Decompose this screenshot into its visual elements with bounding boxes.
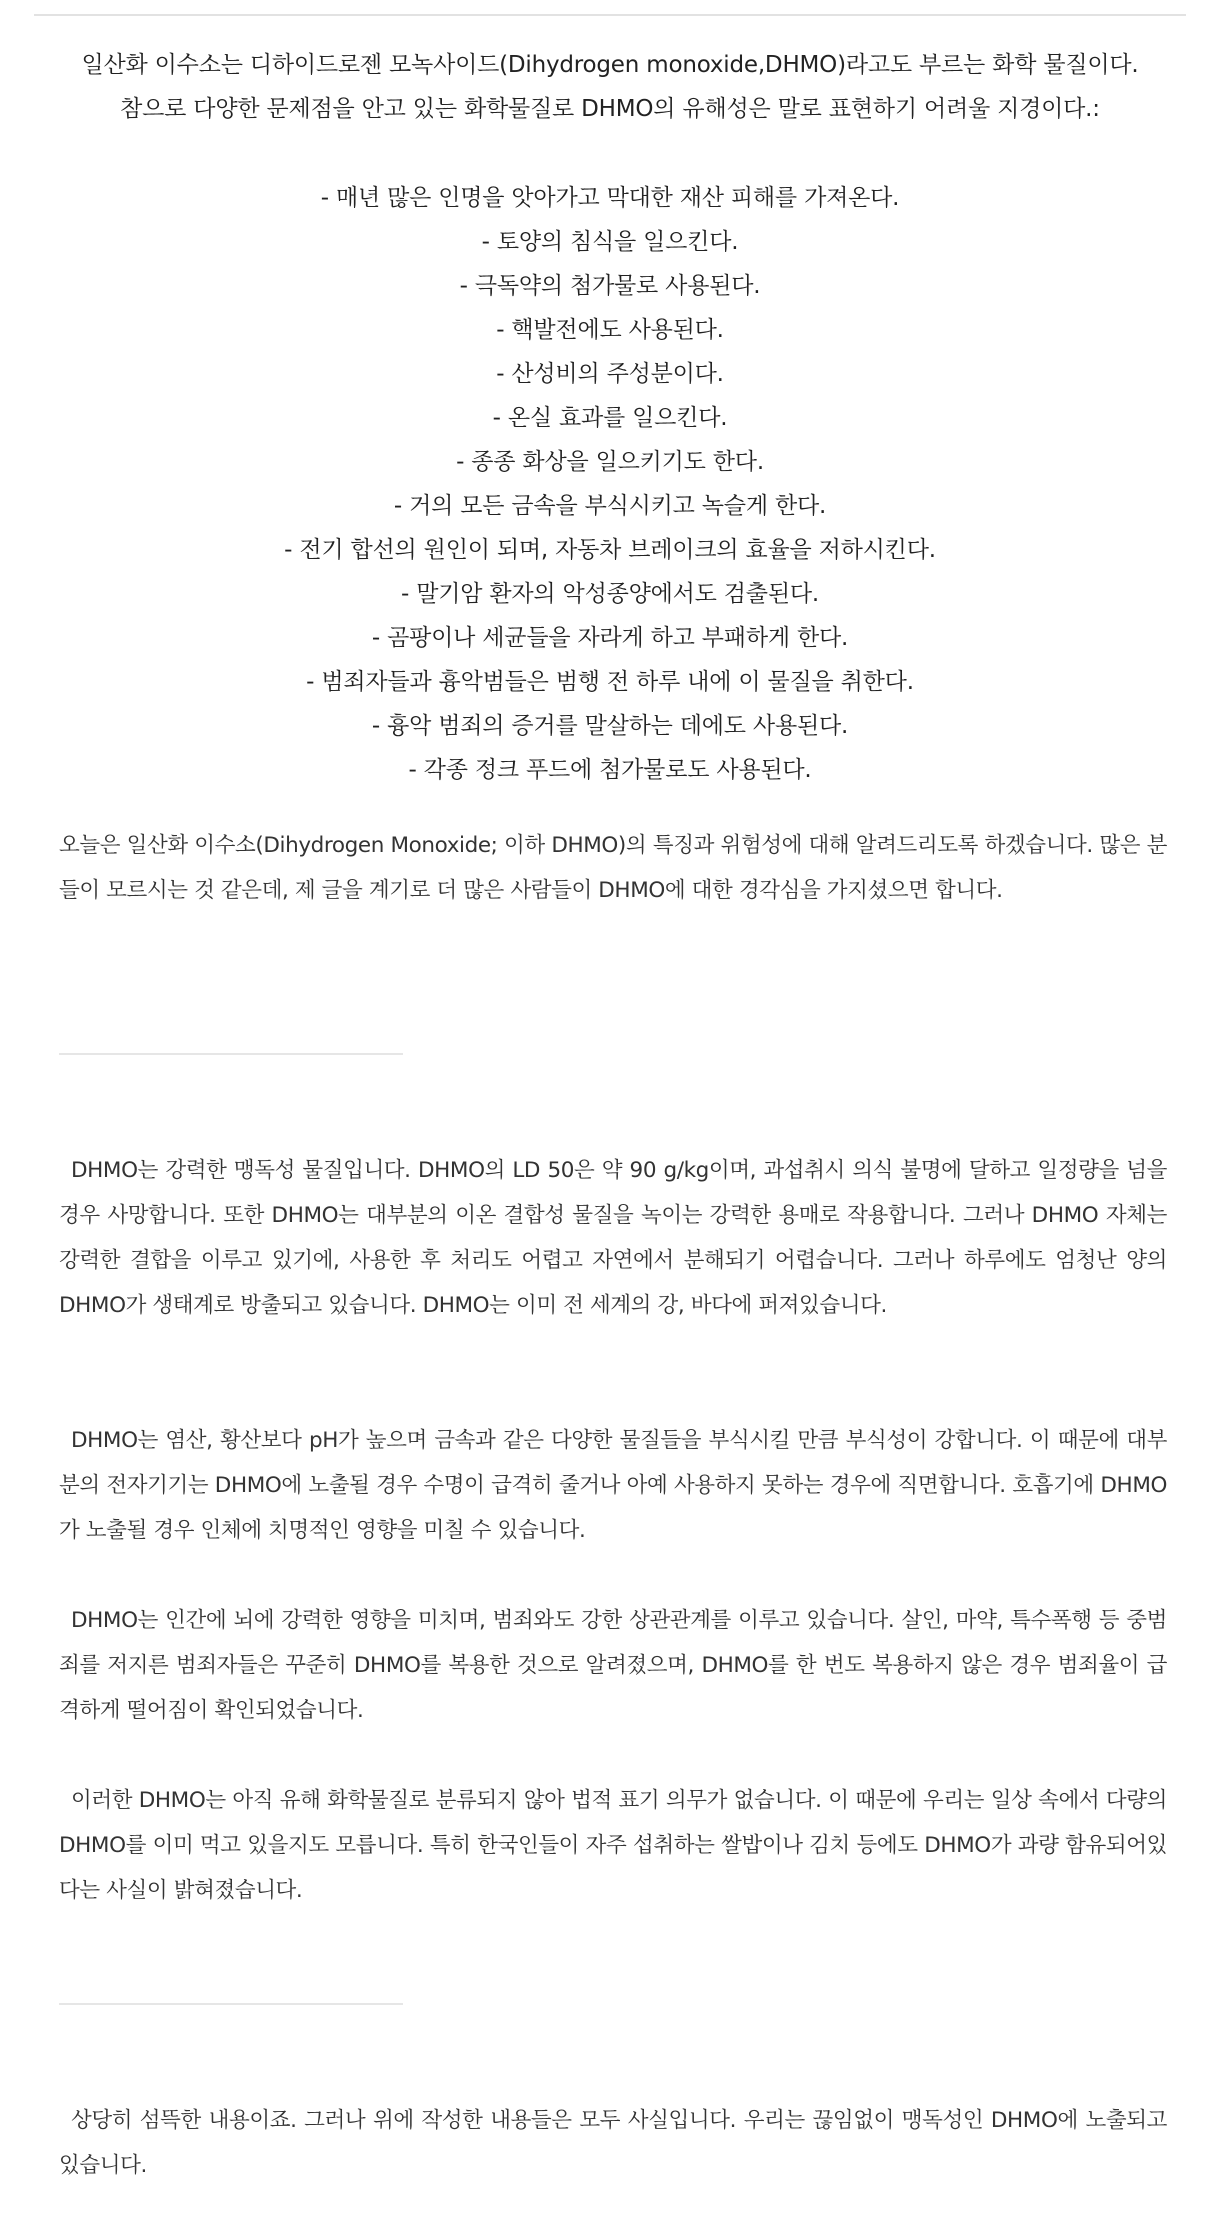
list-item: - 산성비의 주성분이다. xyxy=(496,361,724,387)
list-item: - 핵발전에도 사용된다. xyxy=(496,317,724,343)
list-item: - 말기암 환자의 악성종양에서도 검출된다. xyxy=(401,581,819,607)
crime-paragraph: DHMO는 인간에 뇌에 강력한 영향을 미치며, 범죄와도 강한 상관관계를 이루고 있습니다. 살인, 마약, 특수폭행 등 중범죄를 저지른 범죄자들은 꾸준히 DHMO를 복용한 것으로 알려졌으며, DHMO를 한 번도 복용하지 않은 경우 범죄율이 급격하게 떨어짐이 확인되었습니다. xyxy=(59,1608,1167,1723)
section-divider xyxy=(59,2003,403,2005)
intro-block xyxy=(30,43,1190,131)
list-item: - 각종 정크 푸드에 첨가물로도 사용된다. xyxy=(408,757,812,783)
hazard-list xyxy=(30,176,1190,792)
top-divider xyxy=(34,14,1186,16)
intro-line-1: 일산화 이수소는 디하이드로젠 모녹사이드(Dihydrogen monoxide,DHMO)라고도 부르는 화학 물질이다. xyxy=(81,52,1139,78)
corrosion-paragraph: DHMO는 염산, 황산보다 pH가 높으며 금속과 같은 다양한 물질들을 부식시킬 만큼 부식성이 강합니다. 이 때문에 대부분의 전자기기는 DHMO에 노출될 경우 수명이 급격히 줄거나 아예 사용하지 못하는 경우에 직면합니다. 호흡기에 DHMO가 노출될 경우 인체에 치명적인 영향을 미칠 수 있습니다. xyxy=(59,1428,1167,1543)
intro-line-2: 참으로 다양한 문제점을 안고 있는 화학물질로 DHMO의 유해성은 말로 표현하기 어려울 지경이다.: xyxy=(120,96,1100,122)
list-item: - 범죄자들과 흉악범들은 범행 전 하루 내에 이 물질을 취한다. xyxy=(306,669,914,695)
list-item: - 종종 화상을 일으키기도 한다. xyxy=(456,449,764,475)
closing-paragraph: 상당히 섬뜩한 내용이죠. 그러나 위에 작성한 내용들은 모두 사실입니다. 우리는 끊임없이 맹독성인 DHMO에 노출되고 있습니다. xyxy=(59,2108,1168,2178)
list-item: - 곰팡이나 세균들을 자라게 하고 부패하게 한다. xyxy=(371,625,849,651)
list-item: - 극독약의 첨가물로 사용된다. xyxy=(459,273,761,299)
list-item: - 거의 모든 금속을 부식시키고 녹슬게 한다. xyxy=(393,493,827,519)
opening-paragraph: 오늘은 일산화 이수소(Dihydrogen Monoxide; 이하 DHMO)의 특징과 위험성에 대해 알려드리도록 하겠습니다. 많은 분들이 모르시는 것 같은데, 제 글을 계기로 더 많은 사람들이 DHMO에 대한 경각심을 가지셨으면 합니다. xyxy=(59,833,1167,903)
list-item: - 전기 합선의 원인이 되며, 자동차 브레이크의 효율을 저하시킨다. xyxy=(284,537,936,563)
section-divider xyxy=(59,1053,403,1055)
toxicity-paragraph: DHMO는 강력한 맹독성 물질입니다. DHMO의 LD 50은 약 90 g/kg이며, 과섭취시 의식 불명에 달하고 일정량을 넘을 경우 사망합니다. 또한 DHMO는 대부분의 이온 결합성 물질을 녹이는 강력한 용매로 작용합니다. 그러나 DHMO 자체는 강력한 결합을 이루고 있기에, 사용한 후 처리도 어렵고 자연에서 분해되기 어렵습니다. 그러나 하루에도 엄청난 양의 DHMO가 생태계로 방출되고 있습니다. DHMO는 이미 전 세계의 강, 바다에 퍼져있습니다. xyxy=(59,1158,1167,1318)
list-item: - 온실 효과를 일으킨다. xyxy=(492,405,728,431)
list-item: - 토양의 침식을 일으킨다. xyxy=(481,229,739,255)
list-item: - 매년 많은 인명을 앗아가고 막대한 재산 피해를 가져온다. xyxy=(320,185,900,211)
regulation-paragraph: 이러한 DHMO는 아직 유해 화학물질로 분류되지 않아 법적 표기 의무가 없습니다. 이 때문에 우리는 일상 속에서 다량의 DHMO를 이미 먹고 있을지도 모릅니다. 특히 한국인들이 자주 섭취하는 쌀밥이나 김치 등에도 DHMO가 과량 함유되어있다는 사실이 밝혀졌습니다. xyxy=(59,1788,1167,1903)
list-item: - 흉악 범죄의 증거를 말살하는 데에도 사용된다. xyxy=(371,713,849,739)
